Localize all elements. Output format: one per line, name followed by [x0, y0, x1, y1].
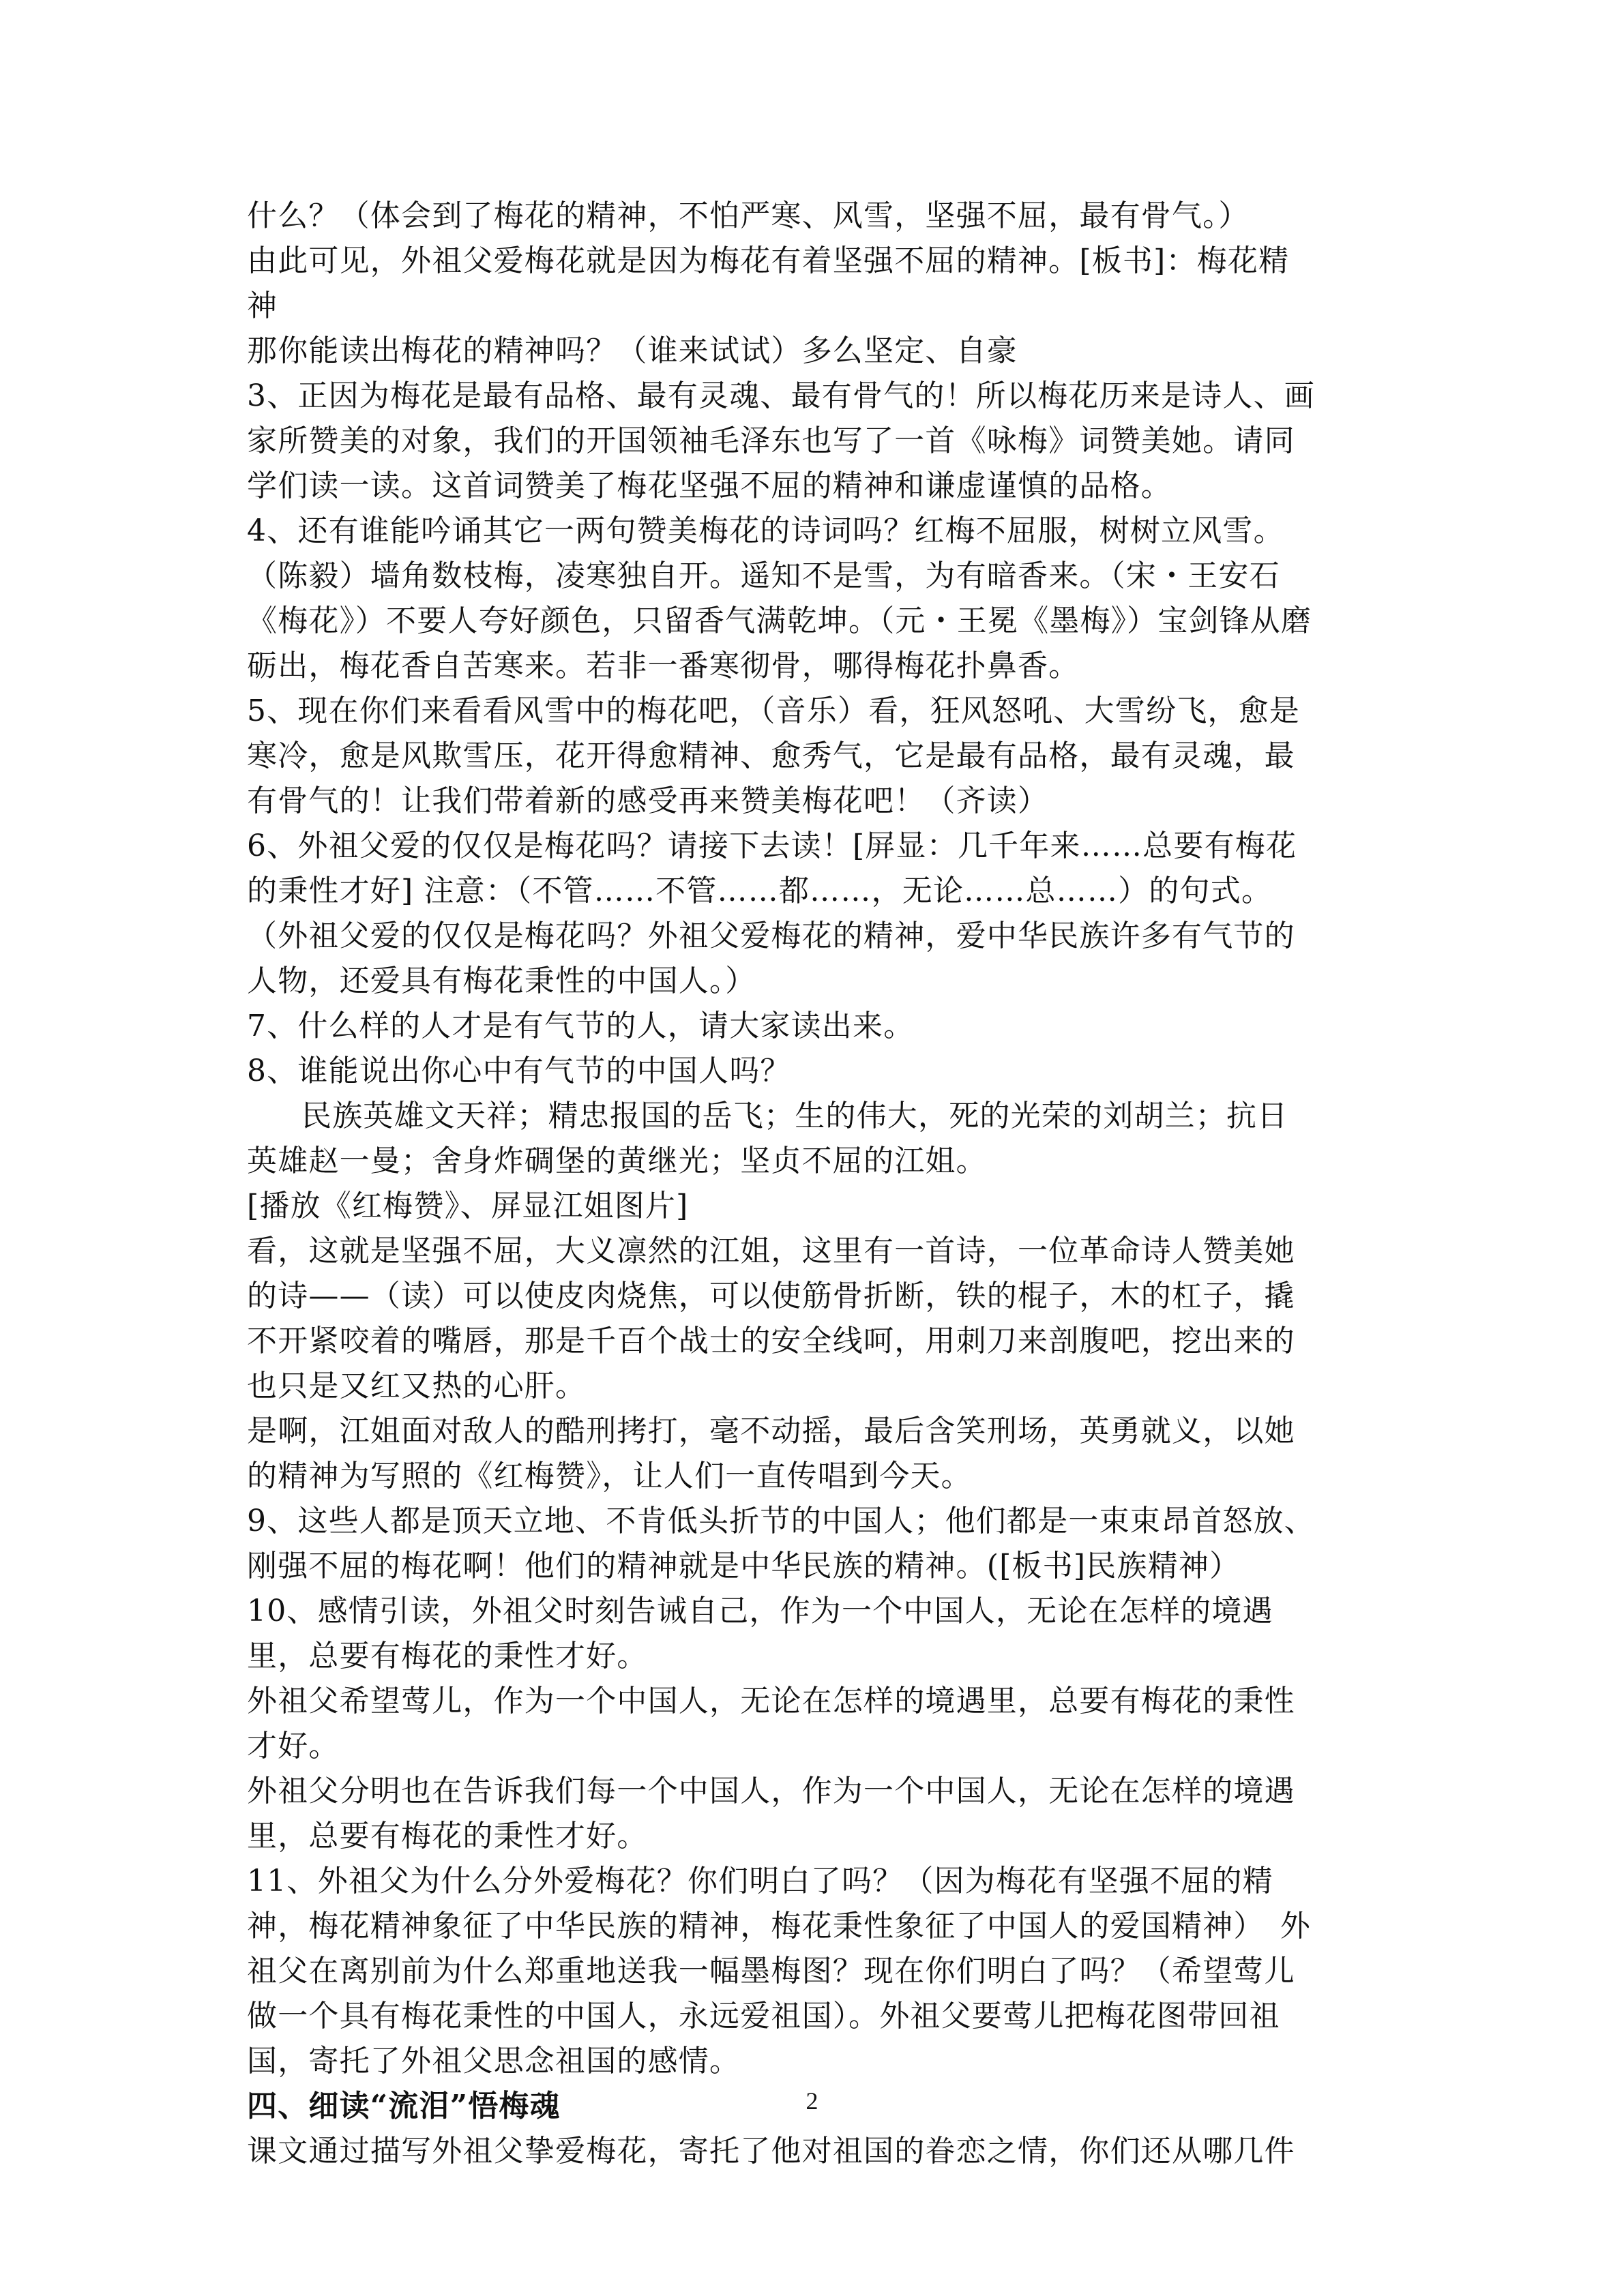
text-line: 5、现在你们来看看风雪中的梅花吧，（音乐）看，狂风怒吼、大雪纷飞，愈是: [247, 694, 1300, 728]
text-line: 是啊，江姐面对敌人的酷刑拷打，毫不动摇，最后含笑刑场，英勇就义，以她: [247, 1414, 1295, 1448]
text-line: 那你能读出梅花的精神吗？（谁来试试）多么坚定、自豪: [247, 333, 1018, 368]
text-line: 做一个具有梅花秉性的中国人，永远爱祖国）。外祖父要莺儿把梅花图带回祖: [247, 1999, 1280, 2033]
text-line: 神: [247, 288, 278, 323]
text-line: 9、这些人都是顶天立地、不肯低头折节的中国人；他们都是一束束昂首怒放、: [247, 1504, 1315, 1538]
text-line: 国，寄托了外祖父思念祖国的感情。: [247, 2044, 741, 2078]
text-line: 3、正因为梅花是最有品格、最有灵魂、最有骨气的！所以梅花历来是诗人、画: [247, 378, 1315, 413]
text-line: 英雄赵一曼；舍身炸碉堡的黄继光；坚贞不屈的江姐。: [247, 1144, 987, 1178]
text-line: 不开紧咬着的嘴唇，那是千百个战士的安全线呵，用刺刀来剖腹吧，挖出来的: [247, 1324, 1295, 1358]
text-line: 《梅花》）不要人夸好颜色，只留香气满乾坤。（元・王冕《墨梅》）宝剑锋从磨: [247, 603, 1312, 638]
text-line: 8、谁能说出你心中有气节的中国人吗？: [247, 1054, 791, 1088]
text-line: 6、外祖父爱的仅仅是梅花吗？请接下去读！[屏显：几千年来……总要有梅花: [247, 829, 1297, 863]
text-line: 寒冷，愈是风欺雪压，花开得愈精神、愈秀气，它是最有品格，最有灵魂，最: [247, 739, 1295, 773]
text-line: 11、外祖父为什么分外爱梅花？你们明白了吗？（因为梅花有坚强不屈的精: [247, 1864, 1273, 1898]
text-line: 的秉性才好] 注意：（不管……不管……都……，无论……总……）的句式。: [247, 874, 1273, 908]
text-line: 课文通过描写外祖父挚爱梅花，寄托了他对祖国的眷恋之情，你们还从哪几件: [247, 2134, 1295, 2168]
text-line: 的诗——（读）可以使皮肉烧焦，可以使筋骨折断，铁的棍子，木的杠子，撬: [247, 1279, 1295, 1313]
text-line: 7、什么样的人才是有气节的人，请大家读出来。: [247, 1009, 915, 1043]
section-heading: 四、细读“流泪”悟梅魂: [247, 2089, 561, 2123]
text-line: 看，这就是坚强不屈，大义凛然的江姐，这里有一首诗，一位革命诗人赞美她: [247, 1234, 1295, 1268]
text-line: 人物，还爱具有梅花秉性的中国人。）: [247, 964, 756, 998]
text-line: 刚强不屈的梅花啊！他们的精神就是中华民族的精神。([板书]民族精神）: [247, 1549, 1241, 1583]
text-line: 也只是又红又热的心肝。: [247, 1369, 587, 1403]
text-line: 祖父在离别前为什么郑重地送我一幅墨梅图？现在你们明白了吗？（希望莺儿: [247, 1954, 1295, 1988]
text-line-indented: 民族英雄文天祥；精忠报国的岳飞；生的伟大，死的光荣的刘胡兰；抗日: [301, 1099, 1288, 1133]
text-line: 有骨气的！让我们带着新的感受再来赞美梅花吧！（齐读）: [247, 784, 1049, 818]
text-line: 外祖父希望莺儿，作为一个中国人，无论在怎样的境遇里，总要有梅花的秉性: [247, 1684, 1295, 1718]
text-line: （陈毅）墙角数枝梅，凌寒独自开。遥知不是雪，为有暗香来。（宋・王安石: [247, 558, 1280, 593]
text-line: 才好。: [247, 1729, 340, 1763]
text-line: 10、感情引读，外祖父时刻告诫自己，作为一个中国人，无论在怎样的境遇: [247, 1594, 1273, 1628]
text-line: （外祖父爱的仅仅是梅花吗？外祖父爱梅花的精神，爱中华民族许多有气节的: [247, 919, 1295, 953]
text-line: 4、还有谁能吟诵其它一两句赞美梅花的诗词吗？红梅不屈服，树树立风雪。: [247, 513, 1284, 548]
document-body: [247, 194, 1372, 2174]
text-line: [播放《红梅赞》、屏显江姐图片]: [247, 1189, 689, 1223]
text-line: 由此可见，外祖父爱梅花就是因为梅花有着坚强不屈的精神。[板书]：梅花精: [247, 243, 1290, 278]
text-line: 外祖父分明也在告诉我们每一个中国人，作为一个中国人，无论在怎样的境遇: [247, 1774, 1295, 1808]
text-line: 的精神为写照的《红梅赞》，让人们一直传唱到今天。: [247, 1459, 972, 1493]
text-line: 神，梅花精神象征了中华民族的精神，梅花秉性象征了中国人的爱国精神） 外: [247, 1909, 1311, 1943]
text-line: 学们读一读。这首词赞美了梅花坚强不屈的精神和谦虚谨慎的品格。: [247, 468, 1172, 503]
text-line: 里，总要有梅花的秉性才好。: [247, 1639, 648, 1673]
text-line: 里，总要有梅花的秉性才好。: [247, 1819, 648, 1853]
text-line: 什么？（体会到了梅花的精神，不怕严寒、风雪，坚强不屈，最有骨气。）: [247, 198, 1250, 233]
page-number: 2: [806, 2087, 818, 2115]
text-line: 家所赞美的对象，我们的开国领袖毛泽东也写了一首《咏梅》词赞美她。请同: [247, 423, 1295, 458]
text-line: 砺出，梅花香自苦寒来。若非一番寒彻骨，哪得梅花扑鼻香。: [247, 648, 1080, 683]
